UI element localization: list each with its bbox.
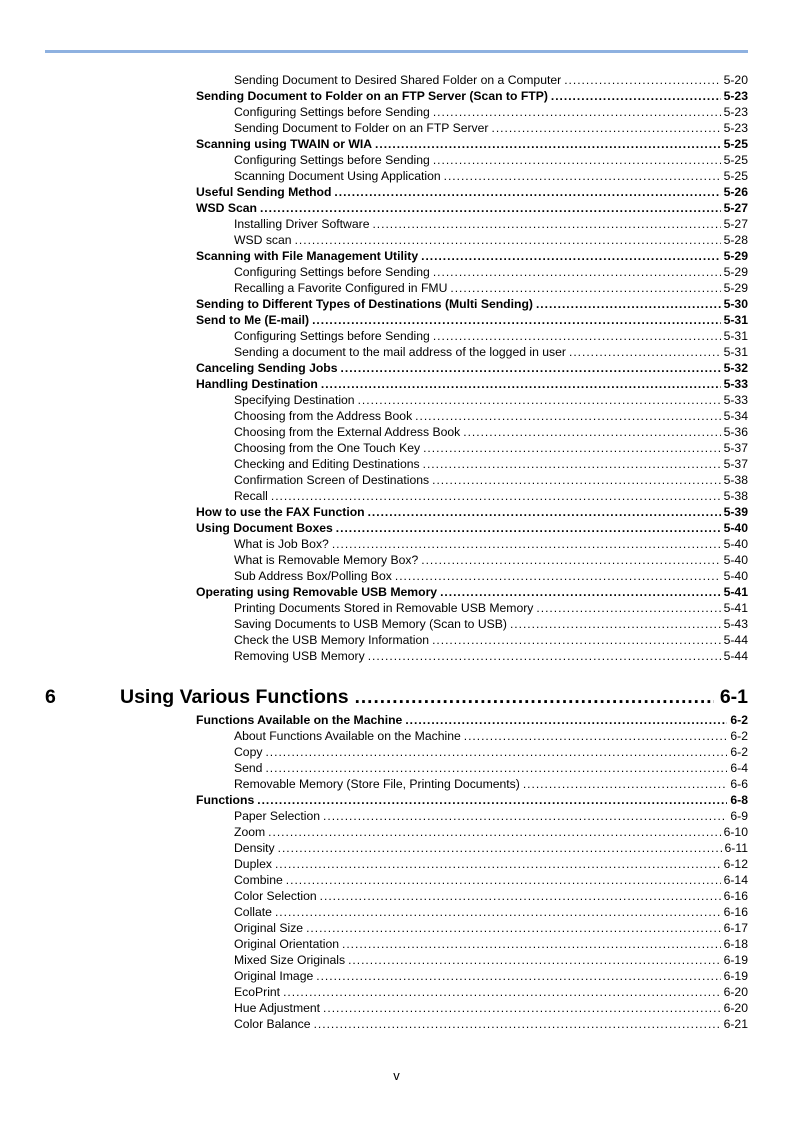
toc-entry-page: 6-2 — [730, 745, 748, 759]
chapter-title: Using Various Functions — [120, 686, 349, 708]
toc-entry-main[interactable] — [196, 376, 748, 392]
toc-entry-page: 5-25 — [723, 169, 748, 183]
leader-dots — [332, 537, 721, 552]
toc-entry-title: Check the USB Memory Information — [234, 633, 430, 647]
leader-dots — [536, 297, 721, 312]
toc-entry-title: Choosing from the Address Book — [234, 409, 413, 423]
toc-entry-title: Scanning Document Using Application — [234, 169, 441, 183]
toc-entry-page: 6-9 — [730, 809, 748, 823]
toc-entry-sub[interactable] — [196, 120, 748, 136]
toc-entry-title: Color Selection — [234, 889, 317, 903]
toc-entry-main[interactable] — [196, 712, 748, 728]
toc-entry-sub[interactable] — [196, 872, 748, 888]
toc-entry-page: 5-30 — [723, 297, 748, 311]
toc-entry-page: 5-29 — [723, 249, 748, 263]
toc-entry-title: Functions Available on the Machine — [196, 713, 403, 727]
leader-dots — [295, 233, 721, 248]
leader-dots — [306, 921, 721, 936]
toc-entry-title: Configuring Settings before Sending — [234, 153, 430, 167]
chapter-page: 6-1 — [719, 686, 748, 708]
leader-dots — [372, 217, 720, 232]
toc-entry-page: 6-6 — [730, 777, 748, 791]
toc-entry-title: Hue Adjustment — [234, 1001, 321, 1015]
leader-dots — [440, 585, 721, 600]
leader-dots — [265, 745, 727, 760]
toc-entry-title: Functions — [196, 793, 255, 807]
toc-entry-page: 5-41 — [723, 585, 748, 599]
leader-dots — [348, 953, 721, 968]
toc-entry-title: Operating using Removable USB Memory — [196, 585, 438, 599]
leader-dots — [342, 937, 721, 952]
toc-entry-page: 5-26 — [723, 185, 748, 199]
toc-entry-sub[interactable] — [196, 920, 748, 936]
toc-entry-page: 6-12 — [723, 857, 748, 871]
toc-entry-page: 6-4 — [730, 761, 748, 775]
toc-entry-title: WSD scan — [234, 233, 292, 247]
toc-entry-sub[interactable] — [196, 104, 748, 120]
toc-entry-sub[interactable] — [196, 456, 748, 472]
toc-entry-sub[interactable] — [196, 568, 748, 584]
leader-dots — [523, 777, 728, 792]
toc-entry-page: 5-31 — [723, 313, 748, 327]
leader-dots — [314, 1017, 721, 1032]
leader-dots — [551, 89, 721, 104]
toc-entry-sub[interactable] — [196, 632, 748, 648]
toc-entry-main[interactable] — [196, 200, 748, 216]
toc-entry-sub[interactable] — [196, 616, 748, 632]
leader-dots — [260, 201, 721, 216]
leader-dots — [323, 1001, 721, 1016]
toc-entry-title: Sending Document to Folder on an FTP Server — [234, 121, 489, 135]
toc-entry-title: Sending to Different Types of Destinations (Multi Sending) — [196, 297, 533, 311]
toc-entry-title: Printing Documents Stored in Removable USB Memory — [234, 601, 534, 615]
toc-entry-page: 5-25 — [723, 137, 748, 151]
toc-entry-title: Configuring Settings before Sending — [234, 329, 430, 343]
toc-entry-main[interactable] — [196, 584, 748, 600]
leader-dots — [433, 265, 721, 280]
toc-entry-main[interactable] — [196, 792, 748, 808]
toc-entry-sub[interactable] — [196, 488, 748, 504]
toc-entry-title: Specifying Destination — [234, 393, 355, 407]
toc-entry-sub[interactable] — [196, 888, 748, 904]
leader-dots — [433, 329, 721, 344]
toc-entry-sub[interactable] — [196, 728, 748, 744]
leader-dots — [464, 729, 728, 744]
leader-dots — [368, 505, 721, 520]
toc-entry-title: How to use the FAX Function — [196, 505, 365, 519]
toc-entry-page: 5-41 — [723, 601, 748, 615]
toc-entry-sub[interactable] — [196, 824, 748, 840]
toc-entry-title: Canceling Sending Jobs — [196, 361, 338, 375]
toc-entry-page: 5-38 — [723, 473, 748, 487]
toc-entry-sub[interactable] — [196, 600, 748, 616]
leader-dots — [421, 553, 720, 568]
leader-dots — [316, 969, 720, 984]
toc-entry-main[interactable] — [196, 296, 748, 312]
leader-dots — [341, 361, 721, 376]
toc-entry-title: Send — [234, 761, 263, 775]
toc-entry-page: 5-33 — [723, 377, 748, 391]
toc-entry-title: Scanning using TWAIN or WIA — [196, 137, 373, 151]
toc-entry-title: Duplex — [234, 857, 272, 871]
toc-entry-page: 6-16 — [723, 889, 748, 903]
toc-entry-sub[interactable] — [196, 472, 748, 488]
leader-dots — [323, 809, 727, 824]
toc-entry-main[interactable] — [196, 184, 748, 200]
toc-entry-sub[interactable] — [196, 744, 748, 760]
toc-entry-sub[interactable] — [196, 648, 748, 664]
toc-entry-title: Collate — [234, 905, 272, 919]
leader-dots — [536, 601, 720, 616]
leader-dots — [433, 153, 721, 168]
toc-entry-title: Zoom — [234, 825, 266, 839]
toc-entry-sub[interactable] — [196, 152, 748, 168]
toc-entry-sub[interactable] — [196, 840, 748, 856]
leader-dots — [423, 457, 721, 472]
toc-entry-title: Using Document Boxes — [196, 521, 333, 535]
toc-entry-title: Original Orientation — [234, 937, 339, 951]
toc-entry-sub[interactable] — [196, 72, 748, 88]
toc-entry-title: Configuring Settings before Sending — [234, 105, 430, 119]
leader-dots — [569, 345, 721, 360]
toc-entry-title: Configuring Settings before Sending — [234, 265, 430, 279]
toc-entry-sub[interactable] — [196, 808, 748, 824]
toc-entry-title: Original Image — [234, 969, 314, 983]
toc-entry-page: 5-36 — [723, 425, 748, 439]
toc-entry-title: Sub Address Box/Polling Box — [234, 569, 392, 583]
toc-entry-sub[interactable] — [196, 984, 748, 1000]
leader-dots — [432, 473, 720, 488]
toc-entry-title: Removing USB Memory — [234, 649, 365, 663]
leader-dots — [405, 713, 727, 728]
toc-entry-sub[interactable] — [196, 168, 748, 184]
toc-entry-title: Saving Documents to USB Memory (Scan to USB) — [234, 617, 507, 631]
toc-entry-sub[interactable] — [196, 280, 748, 296]
toc-entry-title: Choosing from the External Address Book — [234, 425, 461, 439]
leader-dots — [286, 873, 721, 888]
toc-entry-page: 5-44 — [723, 633, 748, 647]
toc-entry-title: Mixed Size Originals — [234, 953, 346, 967]
leader-dots — [433, 105, 721, 120]
header-rule — [45, 50, 748, 53]
toc-entry-sub[interactable] — [196, 424, 748, 440]
toc-entry-main[interactable] — [196, 136, 748, 152]
toc-entry-page: 5-44 — [723, 649, 748, 663]
toc-entry-page: 5-40 — [723, 521, 748, 535]
toc-entry-title: Send to Me (E-mail) — [196, 313, 310, 327]
toc-entry-page: 5-37 — [723, 457, 748, 471]
toc-entry-page: 5-27 — [723, 217, 748, 231]
toc-entry-main[interactable] — [196, 88, 748, 104]
toc-entry-page: 6-20 — [723, 1001, 748, 1015]
toc-entry-sub[interactable] — [196, 968, 748, 984]
toc-entry-page: 5-40 — [723, 553, 748, 567]
toc-entry-main[interactable] — [196, 312, 748, 328]
toc-entry-page: 6-19 — [723, 969, 748, 983]
leader-dots — [320, 889, 721, 904]
toc-entry-title: Handling Destination — [196, 377, 318, 391]
toc-entry-page: 5-40 — [723, 537, 748, 551]
toc-entry-title: Recall — [234, 489, 268, 503]
toc-entry-title: WSD Scan — [196, 201, 257, 215]
toc-entry-sub[interactable] — [196, 344, 748, 360]
toc-entry-page: 5-23 — [723, 121, 748, 135]
chapter-heading[interactable] — [45, 686, 748, 710]
toc-entry-page: 6-16 — [723, 905, 748, 919]
toc-entry-title: Confirmation Screen of Destinations — [234, 473, 430, 487]
leader-dots — [312, 313, 721, 328]
leader-dots — [510, 617, 721, 632]
leader-dots — [564, 73, 720, 88]
toc-entry-title: Checking and Editing Destinations — [234, 457, 420, 471]
toc-entry-page: 5-31 — [723, 345, 748, 359]
toc-entry-title: Choosing from the One Touch Key — [234, 441, 421, 455]
toc-entry-page: 5-34 — [723, 409, 748, 423]
toc-entry-sub[interactable] — [196, 232, 748, 248]
leader-dots — [271, 489, 721, 504]
toc-entry-page: 6-17 — [723, 921, 748, 935]
leader-dots — [278, 841, 722, 856]
leader-dots — [463, 425, 720, 440]
toc-entry-title: Useful Sending Method — [196, 185, 332, 199]
toc-entry-sub[interactable] — [196, 264, 748, 280]
chapter-number: 6 — [45, 686, 56, 708]
toc-entry-title: Combine — [234, 873, 283, 887]
toc-entry-main[interactable] — [196, 248, 748, 264]
toc-entry-sub[interactable] — [196, 440, 748, 456]
toc-entry-title: Copy — [234, 745, 263, 759]
leader-dots — [275, 857, 721, 872]
leader-dots — [423, 441, 721, 456]
toc-entry-title: Sending a document to the mail address of the logged in user — [234, 345, 566, 359]
toc-entry-page: 5-23 — [723, 89, 748, 103]
leader-dots — [355, 687, 714, 709]
toc-entry-page: 5-38 — [723, 489, 748, 503]
toc-entry-page: 5-29 — [723, 265, 748, 279]
toc-entry-page: 6-2 — [730, 729, 748, 743]
leader-dots — [375, 137, 721, 152]
toc-entry-title: What is Removable Memory Box? — [234, 553, 419, 567]
toc-entry-sub[interactable] — [196, 936, 748, 952]
leader-dots — [275, 905, 721, 920]
leader-dots — [334, 185, 720, 200]
toc-entry-page: 5-25 — [723, 153, 748, 167]
leader-dots — [268, 825, 720, 840]
toc-entry-page: 5-43 — [723, 617, 748, 631]
leader-dots — [257, 793, 727, 808]
leader-dots — [421, 249, 720, 264]
toc-section-chapter-6 — [196, 712, 748, 1032]
leader-dots — [358, 393, 721, 408]
toc-entry-sub[interactable] — [196, 536, 748, 552]
toc-entry-page: 6-21 — [723, 1017, 748, 1031]
page-footer-number: v — [393, 1068, 400, 1083]
toc-entry-title: EcoPrint — [234, 985, 281, 999]
toc-entry-page: 5-23 — [723, 105, 748, 119]
leader-dots — [444, 169, 721, 184]
toc-entry-title: Removable Memory (Store File, Printing Documents) — [234, 777, 520, 791]
toc-entry-sub[interactable] — [196, 952, 748, 968]
toc-entry-sub[interactable] — [196, 760, 748, 776]
toc-entry-page: 6-10 — [723, 825, 748, 839]
toc-entry-page: 6-2 — [730, 713, 748, 727]
toc-entry-title: Original Size — [234, 921, 304, 935]
leader-dots — [336, 521, 721, 536]
toc-entry-page: 5-33 — [723, 393, 748, 407]
toc-entry-title: Color Balance — [234, 1017, 311, 1031]
toc-entry-page: 6-8 — [730, 793, 748, 807]
toc-entry-title: What is Job Box? — [234, 537, 329, 551]
toc-entry-page: 5-40 — [723, 569, 748, 583]
toc-entry-title: Density — [234, 841, 275, 855]
toc-entry-page: 5-27 — [723, 201, 748, 215]
toc-entry-title: Sending Document to Folder on an FTP Server (Scan to FTP) — [196, 89, 548, 103]
toc-entry-title: Paper Selection — [234, 809, 321, 823]
leader-dots — [450, 281, 720, 296]
toc-entry-sub[interactable] — [196, 408, 748, 424]
toc-entry-page: 5-39 — [723, 505, 748, 519]
leader-dots — [265, 761, 727, 776]
toc-entry-main[interactable] — [196, 504, 748, 520]
leader-dots — [321, 377, 721, 392]
toc-entry-title: Installing Driver Software — [234, 217, 370, 231]
leader-dots — [283, 985, 721, 1000]
leader-dots — [415, 409, 720, 424]
leader-dots — [395, 569, 721, 584]
leader-dots — [368, 649, 721, 664]
toc-entry-main[interactable] — [196, 520, 748, 536]
toc-entry-sub[interactable] — [196, 856, 748, 872]
toc-entry-sub[interactable] — [196, 776, 748, 792]
toc-entry-page: 6-11 — [724, 841, 748, 855]
toc-entry-sub[interactable] — [196, 392, 748, 408]
toc-entry-page: 5-32 — [723, 361, 748, 375]
toc-section-chapter-5 — [196, 72, 748, 664]
toc-entry-page: 5-31 — [723, 329, 748, 343]
toc-entry-sub[interactable] — [196, 216, 748, 232]
toc-entry-main[interactable] — [196, 360, 748, 376]
toc-entry-sub[interactable] — [196, 328, 748, 344]
toc-entry-title: Sending Document to Desired Shared Folder on a Computer — [234, 73, 562, 87]
toc-entry-title: About Functions Available on the Machine — [234, 729, 461, 743]
toc-entry-page: 5-28 — [723, 233, 748, 247]
toc-entry-page: 6-14 — [723, 873, 748, 887]
toc-entry-sub[interactable] — [196, 1016, 748, 1032]
leader-dots — [492, 121, 721, 136]
toc-entry-page: 5-37 — [723, 441, 748, 455]
toc-entry-page: 5-20 — [723, 73, 748, 87]
toc-entry-sub[interactable] — [196, 1000, 748, 1016]
toc-entry-page: 6-19 — [723, 953, 748, 967]
toc-entry-page: 5-29 — [723, 281, 748, 295]
toc-entry-title: Scanning with File Management Utility — [196, 249, 419, 263]
toc-entry-page: 6-18 — [723, 937, 748, 951]
toc-entry-sub[interactable] — [196, 904, 748, 920]
toc-entry-sub[interactable] — [196, 552, 748, 568]
toc-entry-title: Recalling a Favorite Configured in FMU — [234, 281, 448, 295]
toc-entry-page: 6-20 — [723, 985, 748, 999]
leader-dots — [432, 633, 721, 648]
